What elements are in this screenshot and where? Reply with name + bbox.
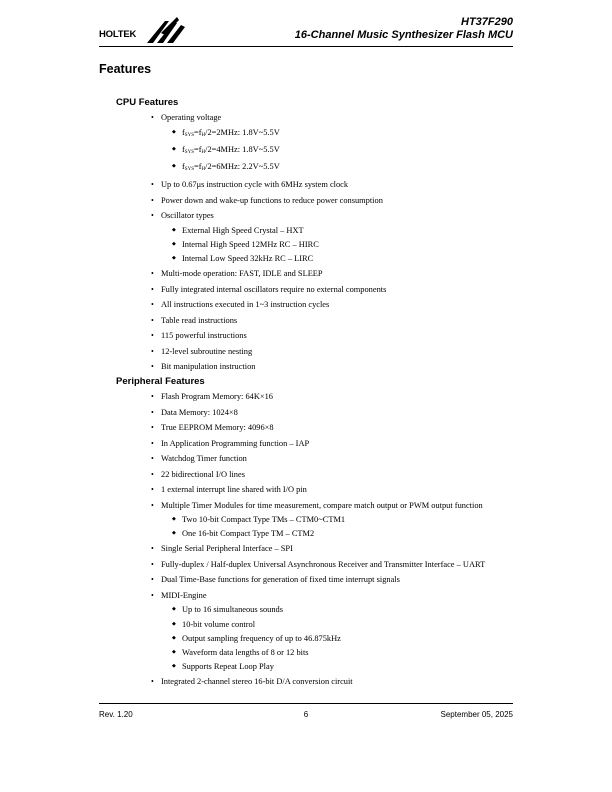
list-item: • Flash Program Memory: 64K×16 [150,389,520,405]
list-item: ◆ 10-bit volume control [161,618,520,632]
list-item: • True EEPROM Memory: 4096×8 [150,420,520,436]
timer-sublist [161,513,520,541]
list-item: • Oscillator types ◆ External High Speed Crystal – HXT ◆ Internal High Speed 12MHz RC – HIRC ◆ Internal Low Speed 32kHz RC – LIRC [150,208,520,266]
list-item: • 12-level subroutine nesting [150,344,520,360]
list-item: ◆ Two 10-bit Compact Type TMs – CTM0~CTM1 [161,513,520,527]
document-title [295,16,513,42]
doc-subtitle: 16-Channel Music Synthesizer Flash MCU [294,29,513,41]
list-item: ◆ Waveform data lengths of 8 or 12 bits [161,646,520,660]
holtek-logo [99,17,191,43]
list-item: • 1 external interrupt line shared with I/O pin [150,482,520,498]
list-item: • Table read instructions [150,313,520,329]
list-item: ◆ $f_{SYS}=f_H/2=6MHz$: 2.2V~5.5V [161,160,520,177]
list-item: ◆ Internal High Speed 12MHz RC – HIRC [161,238,520,252]
list-item: • Multiple Timer Modules for time measurement, compare match output or PWM output function ◆ Two 10-bit Compact Type TMs – CTM0~CTM1 ◆ One 16-bit Compact Type TM – CTM2 [150,498,520,542]
list-item: • Watchdog Timer function [150,451,520,467]
midi-sublist [161,603,520,674]
peripheral-features-heading: Peripheral Features [116,376,205,387]
page-title: Features [99,62,152,76]
list-item: • All instructions executed in 1~3 instruction cycles [150,297,520,313]
list-item: • In Application Programming function – IAP [150,436,520,452]
part-number: HT37F290 [461,16,513,28]
logo-text: HOLTEK [99,29,137,40]
peripheral-features-list [150,389,520,690]
list-item: ◆ $f_{SYS}=f_H/2=2MHz$: 1.8V~5.5V [161,126,520,143]
list-item: ◆ External High Speed Crystal – HXT [161,224,520,238]
list-item: ◆ Supports Repeat Loop Play [161,660,520,674]
list-item: • Integrated 2-channel stereo 16-bit D/A conversion circuit [150,674,520,690]
oscillator-sublist [161,224,520,267]
list-item: • Power down and wake-up functions to reduce power consumption [150,193,520,209]
list-item: • Dual Time-Base functions for generation of fixed time interrupt signals [150,572,520,588]
list-item: • Fully-duplex / Half-duplex Universal Asynchronous Receiver and Transmitter Interface – UART [150,557,520,573]
list-item: ◆ Output sampling frequency of up to 46.875kHz [161,632,520,646]
list-item: ◆ Up to 16 simultaneous sounds [161,603,520,617]
list-item: ◆ Internal Low Speed 32kHz RC – LIRC [161,252,520,266]
list-item: • Single Serial Peripheral Interface – SPI [150,541,520,557]
page-footer [99,703,513,724]
page-header [99,12,513,47]
list-item: • MIDI-Engine ◆ Up to 16 simultaneous sounds ◆ 10-bit volume control ◆ Output sampling frequency of up to 46.875kHz ◆ Waveform data lengths of 8 or 12 bits ◆ Supports Repeat Loop Play [150,588,520,675]
cpu-features-list [150,110,520,375]
list-item: • Bit manipulation instruction [150,359,520,375]
list-item: ◆ $f_{SYS}=f_H/2=4MHz$: 1.8V~5.5V [161,143,520,160]
voltage-sublist [161,126,520,178]
list-item: • Operating voltage ◆ $f_{SYS}=f_H/2=2MHz$: 1.8V~5.5V ◆ $f_{SYS}=f_H/2=4MHz$: 1.8V~5.5V ◆ $f_{SYS}=f_H/2=6MHz$: 2.2V~5.5V [150,110,520,177]
list-item: ◆ One 16-bit Compact Type TM – CTM2 [161,527,520,541]
list-item: • Up to 0.67μs instruction cycle with 6MHz system clock [150,177,520,193]
logo-mark-icon [147,17,187,43]
page-number: 6 [303,710,309,719]
list-item: • Data Memory: 1024×8 [150,405,520,421]
list-item: • Multi-mode operation: FAST, IDLE and SLEEP [150,266,520,282]
cpu-features-heading: CPU Features [116,97,179,108]
list-item: • Fully integrated internal oscillators require no external components [150,282,520,298]
revision: Rev. 1.20 [99,710,133,719]
date: September 05, 2025 [440,710,513,719]
list-item: • 22 bidirectional I/O lines [150,467,520,483]
list-item: • 115 powerful instructions [150,328,520,344]
